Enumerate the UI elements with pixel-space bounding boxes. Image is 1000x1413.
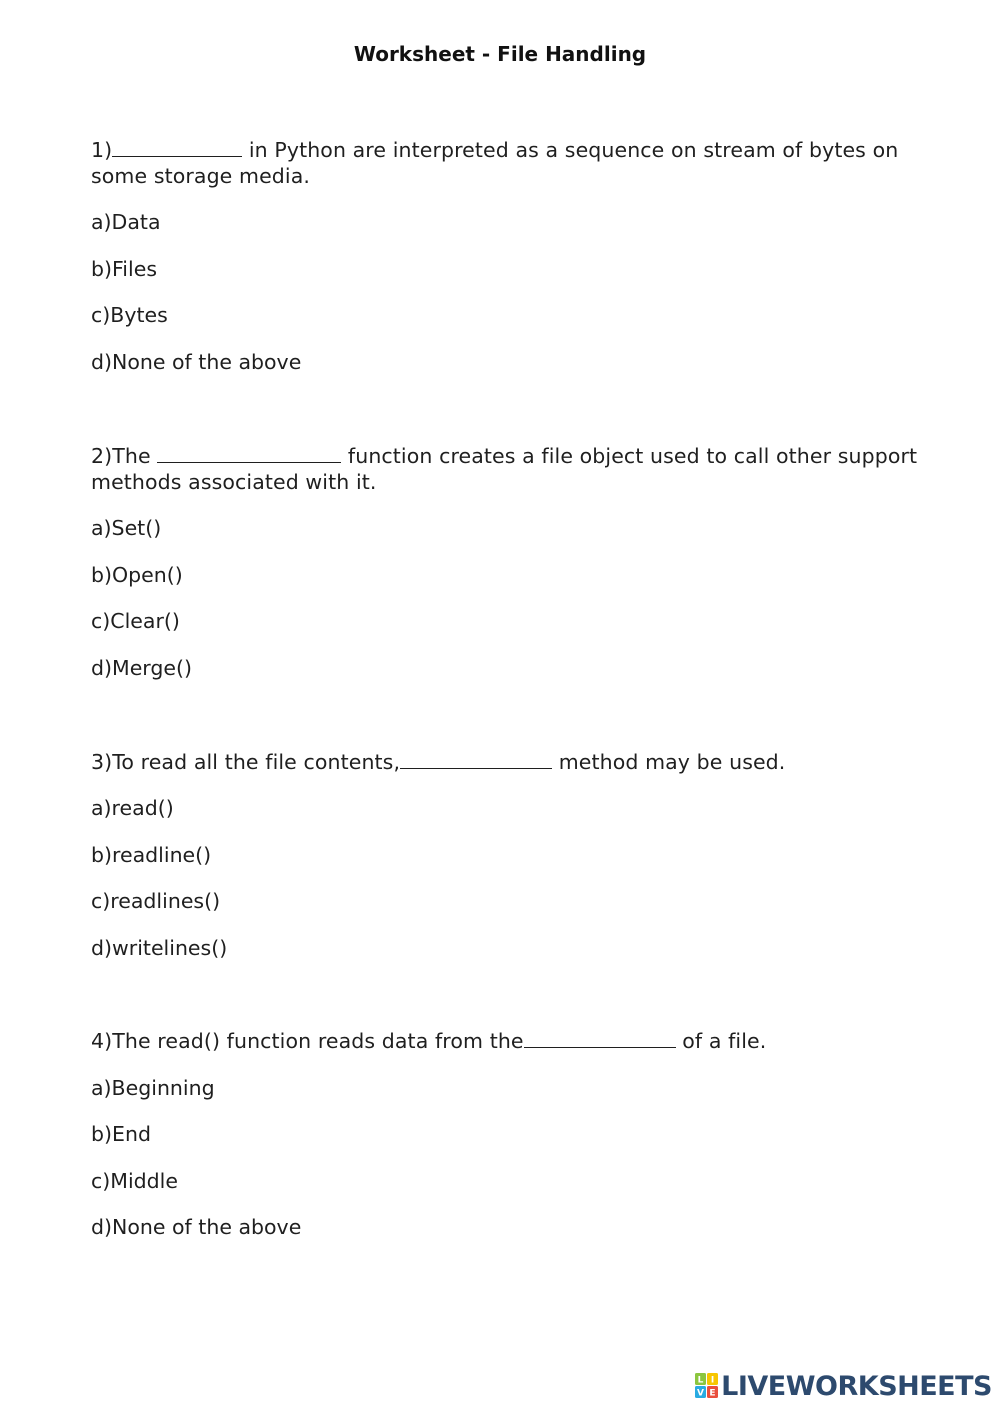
question-3-option-b: b)readline() — [91, 843, 212, 867]
question-2-prefix: 2)The — [91, 444, 158, 468]
question-1-blank — [112, 138, 242, 157]
question-2-blank — [157, 444, 341, 463]
svg-text:L: L — [697, 1375, 704, 1386]
question-4-blank — [524, 1029, 676, 1048]
question-3-prefix: 3)To read all the file contents, — [91, 750, 401, 774]
question-3-option-c: c)readlines() — [91, 889, 221, 913]
question-4-option-b: b)End — [91, 1122, 151, 1146]
question-2 — [91, 443, 921, 495]
question-3 — [91, 749, 921, 775]
question-2-text: function creates a file object used to call other support methods associated with it. — [91, 444, 918, 494]
svg-text:I: I — [710, 1375, 715, 1386]
question-3-blank — [400, 750, 552, 769]
question-4-option-d: d)None of the above — [91, 1215, 302, 1239]
question-4 — [91, 1028, 921, 1054]
question-1-text: in Python are interpreted as a sequence on stream of bytes on some storage media. — [91, 138, 899, 188]
question-4-prefix: 4)The read() function reads data from the — [91, 1029, 524, 1053]
question-1 — [91, 137, 921, 189]
question-2-option-d: d)Merge() — [91, 656, 192, 680]
question-3-option-d: d)writelines() — [91, 936, 228, 960]
svg-text:E: E — [709, 1388, 716, 1399]
liveworksheets-logo-text: LIVEWORKSHEETS — [721, 1370, 992, 1402]
question-4-text: of a file. — [675, 1029, 767, 1053]
question-1-option-d: d)None of the above — [91, 350, 302, 374]
question-3-text: method may be used. — [552, 750, 786, 774]
question-1-option-a: a)Data — [91, 210, 161, 234]
question-4-option-c: c)Middle — [91, 1169, 178, 1193]
question-2-option-a: a)Set() — [91, 516, 162, 540]
question-2-option-b: b)Open() — [91, 563, 183, 587]
svg-text:V: V — [697, 1388, 705, 1399]
question-1-option-b: b)Files — [91, 257, 157, 281]
question-1-option-c: c)Bytes — [91, 303, 168, 327]
worksheet-title: Worksheet - File Handling — [353, 42, 647, 66]
question-1-prefix: 1) — [91, 138, 113, 162]
question-4-option-a: a)Beginning — [91, 1076, 215, 1100]
question-2-option-c: c)Clear() — [91, 609, 180, 633]
question-3-option-a: a)read() — [91, 796, 174, 820]
liveworksheets-logo — [695, 1369, 992, 1403]
liveworksheets-mark-icon — [695, 1373, 719, 1399]
